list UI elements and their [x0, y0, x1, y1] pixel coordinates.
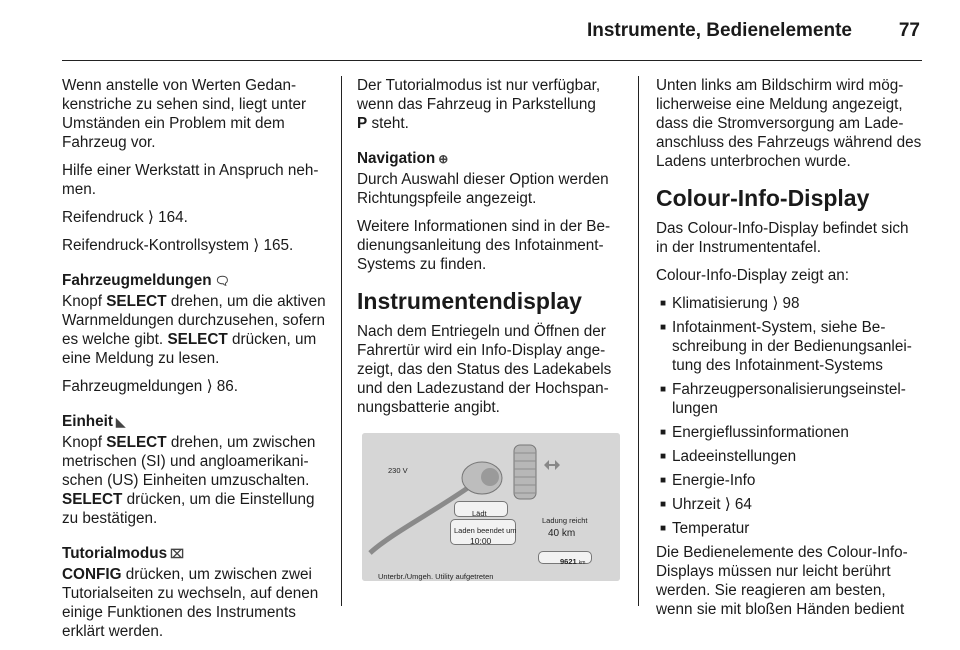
bullet-icon: ■	[660, 298, 667, 309]
odometer-unit: km	[578, 560, 586, 566]
bullet-icon: ■	[660, 451, 667, 462]
ref-text: Reifendruck	[62, 209, 144, 226]
bullet-icon: ■	[660, 427, 667, 438]
paragraph: Durch Auswahl dieser Option werden Richtungspfeile angezeigt.	[357, 171, 609, 207]
list-item: ■ Ladeeinstellungen	[660, 448, 797, 465]
bullet-icon: ■	[660, 384, 667, 395]
paragraph: Wenn anstelle von Werten Gedankenstriche zu sehen sind, liegt unter Umständen ein Problem mit dem Fahrzeug vor.	[62, 77, 307, 151]
paragraph: Knopf SELECT drehen, um die aktiven Warnmeldungen durchzusehen, sofern es welche gibt. SELECT drücken, um eine Meldung zu lesen.	[62, 293, 326, 367]
page-header	[0, 0, 960, 62]
range-value: 40 km	[548, 528, 576, 539]
paragraph: Der Tutorialmodus ist nur verfügbar, wenn das Fahrzeug in Parkstellung P steht.	[357, 77, 601, 132]
range-label: Ladung reicht	[542, 516, 588, 525]
instrument-display-figure	[362, 433, 620, 581]
column-divider	[341, 76, 342, 606]
header-title: Instrumente, Bedienelemente	[586, 20, 852, 41]
list-item: ■ Infotainment-System, siehe Beschreibung in der Bedienungsanleitung des Infotainment-Systems	[660, 319, 912, 374]
list-item: ■ Uhrzeit ⟩ 64	[660, 496, 752, 513]
feature-list	[656, 294, 922, 538]
ref-page: 98	[782, 295, 800, 312]
warning-footer: Unterbr./Umgeh. Utility aufgetreten	[378, 572, 494, 581]
bullet-icon: ■	[660, 523, 667, 534]
paragraph: Das Colour-Info-Display befindet sich in der Instrumententafel.	[656, 220, 909, 256]
bullet-icon: ■	[660, 499, 667, 510]
column-2	[357, 76, 623, 581]
charge-status: Lädt	[472, 509, 487, 518]
section-title: Instrumentendisplay	[357, 288, 582, 314]
cross-reference[interactable]	[62, 208, 330, 227]
list-item: ■ Energieflussinformationen	[660, 424, 849, 441]
cross-reference[interactable]	[62, 377, 330, 396]
column-3	[656, 76, 922, 628]
ref-page: 165.	[263, 237, 294, 254]
section-heading: Einheit ◣	[62, 413, 126, 430]
ref-page: 64	[734, 496, 752, 513]
ref-arrow-icon: ⟩	[147, 209, 154, 226]
paragraph: Colour-Info-Display zeigt an:	[656, 267, 849, 284]
section-heading: Navigation ⊕	[357, 150, 449, 167]
charge-end-label: Laden beendet um	[454, 526, 517, 535]
message-icon: 🗨	[214, 274, 230, 288]
section-heading: Tutorialmodus ⌧	[62, 545, 184, 562]
paragraph: CONFIG drücken, um zwischen zwei Tutorialseiten zu wechseln, auf denen einige Funktionen des Instruments erklärt werden.	[62, 566, 319, 640]
header-rule	[62, 60, 922, 61]
charge-end-time: 10:00	[470, 536, 492, 546]
paragraph: Nach dem Entriegeln und Öffnen der Fahrertür wird ein Info-Display angezeigt, das den Status des Ladekabels und den Ladezustand der Hochspannungsbatterie angibt.	[357, 323, 612, 416]
paragraph: Hilfe einer Werkstatt in Anspruch nehmen.	[62, 162, 319, 198]
bullet-icon: ■	[660, 475, 667, 486]
list-item: ■ Fahrzeugpersonalisierungseinstellungen	[660, 381, 906, 417]
page-number: 77	[898, 20, 920, 41]
section-title: Colour-Info-Display	[656, 185, 870, 211]
paragraph: Die Bedienelemente des Colour-Info-Displays müssen nur leicht berührt werden. Sie reagieren am besten, wenn sie mit bloßen Händen bedient	[656, 544, 908, 618]
ref-text: Reifendruck-Kontrollsystem	[62, 237, 250, 254]
paragraph: Unten links am Bildschirm wird möglicherweise eine Meldung angezeigt, dass die Stromversorgung am Ladeanschluss des Fahrzeugs während des Ladens unterbrochen wurde.	[656, 77, 922, 170]
list-item: ■ Klimatisierung ⟩ 98	[660, 295, 800, 312]
navigation-icon: ⊕	[438, 152, 449, 166]
list-item: ■ Energie-Info	[660, 472, 756, 489]
column-1	[62, 76, 330, 650]
paragraph: Weitere Informationen sind in der Bedienungsanleitung des Infotainment-Systems zu finden.	[357, 218, 611, 273]
ref-arrow-icon: ⟩	[772, 295, 779, 312]
list-item: ■ Temperatur	[660, 520, 750, 537]
ref-arrow-icon: ⟩	[206, 378, 213, 395]
bullet-icon: ■	[660, 322, 667, 333]
ref-page: 86.	[216, 378, 239, 395]
odometer-value: 9621 km	[560, 557, 586, 566]
cross-reference[interactable]	[62, 236, 330, 255]
ref-arrow-icon: ⟩	[253, 237, 260, 254]
voltage-label: 230 V	[388, 466, 408, 475]
ref-arrow-icon: ⟩	[724, 496, 731, 513]
ref-page: 164.	[158, 209, 188, 226]
section-heading: Fahrzeugmeldungen 🗨	[62, 272, 230, 289]
paragraph: Knopf SELECT drehen, um zwischen metrischen (SI) und angloamerikanischen (US) Einheiten umzuschalten. SELECT drücken, um die Einstellung zu bestätigen.	[62, 434, 316, 527]
ref-text: Fahrzeugmeldungen	[62, 378, 203, 395]
column-divider	[638, 76, 639, 606]
tutorial-icon: ⌧	[170, 547, 184, 561]
units-icon: ◣	[116, 415, 126, 429]
